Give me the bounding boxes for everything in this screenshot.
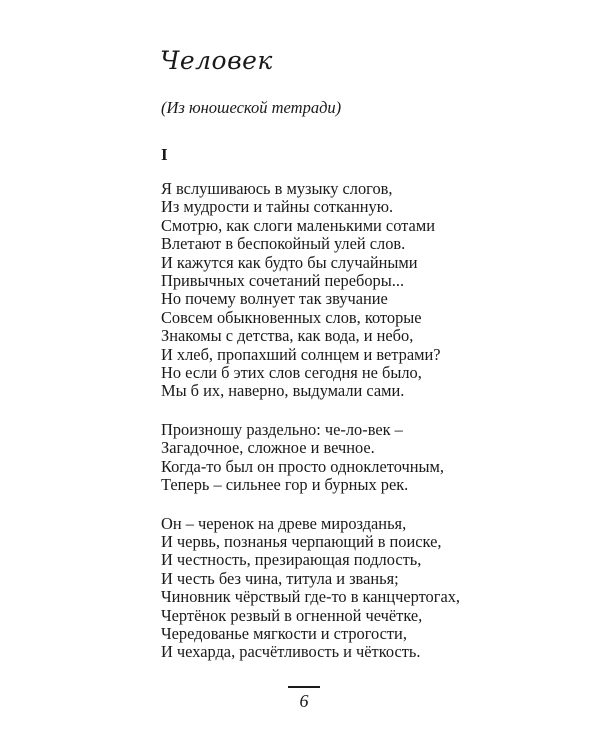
- poem-line: Совсем обыкновенных слов, которые: [161, 307, 422, 327]
- poem-body: [161, 180, 581, 682]
- poem-line: Загадочное, сложное и вечное.: [161, 438, 375, 458]
- poem-title: Человек: [160, 46, 273, 75]
- page-number: 6: [299, 691, 309, 711]
- section-number: I: [161, 145, 168, 164]
- poem-line: Чертёнок резвый в огненной чечётке,: [161, 605, 423, 625]
- poem-line: Смотрю, как слоги маленькими сотами: [161, 215, 435, 235]
- poem-line: И честь без чина, титула и званья;: [161, 568, 399, 588]
- poem-line: Когда-то был он просто одноклеточным,: [161, 456, 444, 476]
- poem-line: Влетают в беспокойный улей слов.: [161, 234, 406, 254]
- poem-line: Но если б этих слов сегодня не было,: [161, 363, 422, 383]
- poem-line: Привычных сочетаний переборы...: [161, 271, 405, 291]
- poem-line: И чехарда, расчётливость и чёткость.: [161, 642, 421, 662]
- poem-line: Он – черенок на древе мирозданья,: [161, 513, 407, 533]
- page-number-block: [286, 686, 322, 711]
- poem-line: Но почему волнует так звучание: [161, 289, 388, 309]
- poem-line: Мы б их, наверно, выдумали сами.: [161, 381, 405, 401]
- poem-line: Чередованье мягкости и строгости,: [161, 623, 407, 643]
- poem-line: Знакомы с детства, как вода, и небо,: [161, 326, 414, 346]
- stanza-1: [161, 180, 581, 401]
- poem-line: И честность, презирающая подлость,: [161, 550, 422, 570]
- poem-line: Произношу раздельно: че-ло-век –: [161, 419, 403, 439]
- poem-line: И хлеб, пропахший солнцем и ветрами?: [161, 344, 441, 364]
- poem-line: И червь, познанья черпающий в поиске,: [161, 531, 442, 551]
- poem-line: Из мудрости и тайны сотканную.: [161, 197, 394, 217]
- poem-line: Я вслушиваюсь в музыку слогов,: [161, 179, 393, 198]
- poem-line: И кажутся как будто бы случайными: [161, 252, 418, 272]
- page-number-rule: [288, 686, 320, 688]
- poem-subtitle: (Из юношеской тетради): [161, 98, 342, 117]
- poem-line: Теперь – сильнее гор и бурных рек.: [161, 475, 409, 495]
- stanza-3: [161, 515, 581, 662]
- poem-line: Чиновник чёрствый где-то в канцчертогах,: [161, 587, 461, 607]
- stanza-2: [161, 421, 581, 495]
